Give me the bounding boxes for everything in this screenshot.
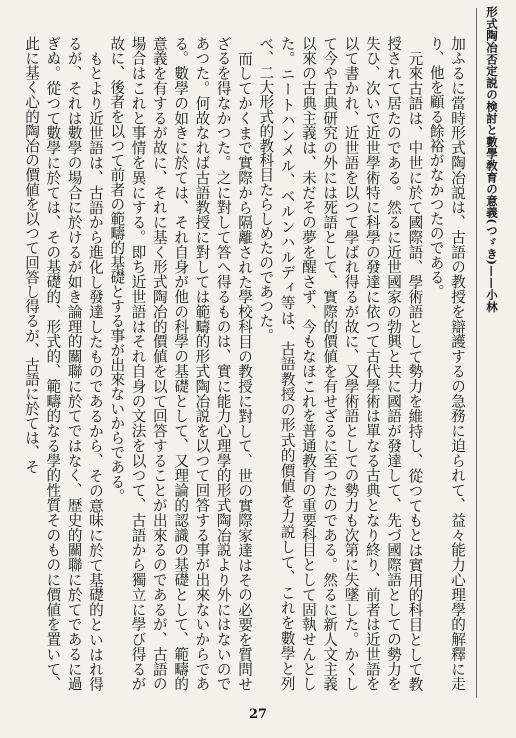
body-text xyxy=(23,36,468,691)
header-rule xyxy=(476,8,477,698)
paragraph: もとより近世語は、古語から進化し發達したものであるから、その意味に於て基礎的といはれ得るが、それは數學の場合に於けるが如き論理的關聯に於てではなく、歴史的關聯に於てであるに過ぎぬ。從つて數學に於ては、その基礎的、形式的、範疇的なる學的性質そのものに價値を置いて、此に基く心的陶冶の價値を以つて回答し得るが、古語に於ては、そ xyxy=(23,36,104,691)
paragraph: 元來古語は、中世に於て國際語、學術語として勢力を維持し、從つてもとは實用的科目として教授されて居たのである。然るに近世國家の勃興と共に國語が發達して、先づ國際語としての勢力を失ひ、次いで近世學術特に科學の發達に依つて古代學術は單なる古典となり終り、前者は近世語を以て書かれ、近世語を以つて學ばれ得るが故に、又學術語としての勢力も次第に失墜した。かくして今や古典研究の外には死語として、實際的價値を有せざるに至つたのである。然るに新人文主義以來の古典主義は、未だその夢を醒さず、今もなほこれを普通教育の重要科目として固執せんとした。ニートハンメル、ベルンハルディ等は、古語教授の形式的價値を力説して、これを數學と列べ、二大形式的教科目たらしめたのであつた。 xyxy=(257,36,424,691)
page-number: 27 xyxy=(248,707,268,722)
running-head: 形式陶冶否定説の検討と數學敎育の意義(つゞき)——小林 xyxy=(485,6,499,313)
paragraph: 加ふるに當時形式陶冶説は、古語の教授を辯護するの急務に迫られて、益々能力心理學的解釋に走り、他を顧る餘裕がなかつたのである。 xyxy=(427,36,466,691)
paragraph: 而してかくまで實際から隔離された學校科目の教授に對して、世の實際家達はその必要を質問せざるを得なかつた。之に對して答へ得るものは、實に能力心理學的形式陶冶説より外にはないのであつた。何故なれば古語教授に對しては範疇的形式陶冶説を以つて回答する事が出來ないからである。數學の如きに於ては、それ自身が他の科學の基礎として、又理論的認識の基礎として、範疇的意義を有するが故に、それに基く形式陶冶的價値を以て回答することが出來るのであるが、古語の場合はこれと事情を異にする。即ち近世語はそれ自身の文法を以つて、古語から獨立に學び得るが故に、後者を以つて前者の範疇的基礎とする事が出來ないからである。 xyxy=(108,36,254,691)
